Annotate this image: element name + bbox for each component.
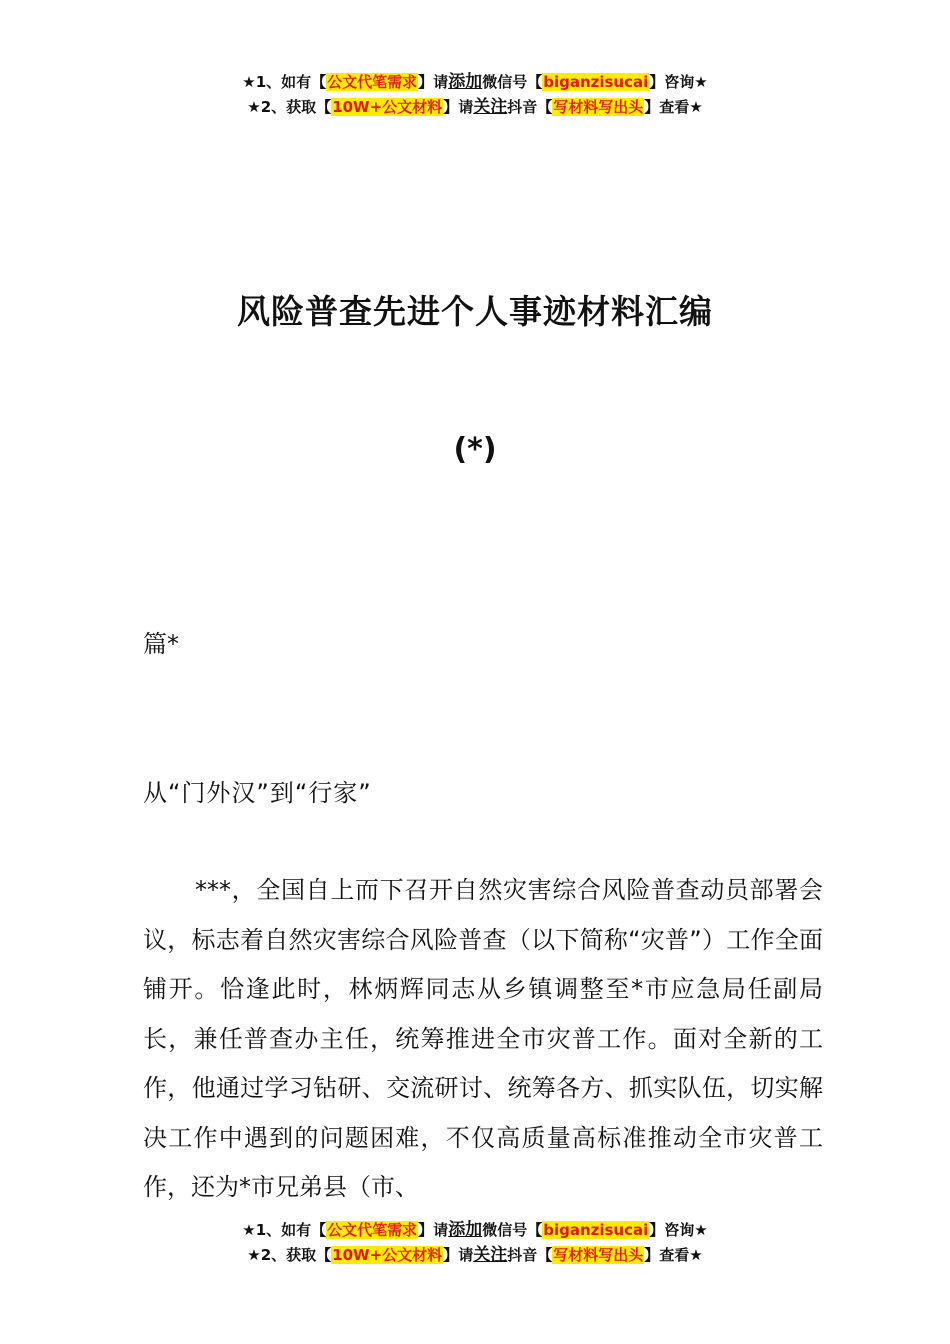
promo-text: 抖音【 — [507, 98, 553, 116]
promo-prefix: ★2、获取【 — [247, 1246, 332, 1264]
promo-suffix: 】查看★ — [644, 1246, 703, 1264]
footer-promo-line-2 — [0, 1243, 950, 1267]
section-title: 从“门外汉”到“行家” — [143, 779, 372, 807]
promo-wechat-id: biganzisucai — [543, 73, 649, 91]
promo-suffix: 】查看★ — [644, 98, 703, 116]
promo-highlight: 公文代笔需求 — [327, 73, 418, 91]
promo-prefix: ★1、如有【 — [242, 1221, 327, 1239]
promo-highlight: 10W+公文材料 — [332, 98, 443, 116]
promo-underline: 关注 — [473, 1245, 508, 1265]
promo-douyin-id: 写材料写出头 — [553, 1246, 644, 1264]
promo-wechat-id: biganzisucai — [543, 1221, 649, 1239]
promo-douyin-id: 写材料写出头 — [553, 98, 644, 116]
promo-suffix: 】咨询★ — [649, 1221, 708, 1239]
promo-text: 】请 — [443, 1246, 474, 1264]
promo-underline: 添加 — [448, 72, 483, 92]
promo-highlight: 公文代笔需求 — [327, 1221, 418, 1239]
promo-highlight: 10W+公文材料 — [332, 1246, 443, 1264]
chapter-label: 篇* — [143, 630, 179, 658]
promo-text: 】请 — [418, 1221, 449, 1239]
promo-prefix: ★1、如有【 — [242, 73, 327, 91]
promo-text: 】请 — [418, 73, 449, 91]
promo-underline: 关注 — [473, 97, 508, 117]
footer-promo-line-1 — [0, 1218, 950, 1242]
promo-suffix: 】咨询★ — [649, 73, 708, 91]
promo-text: 微信号【 — [482, 73, 543, 91]
promo-underline: 添加 — [448, 1220, 483, 1240]
document-title: 风险普查先进个人事迹材料汇编 — [237, 292, 713, 331]
promo-text: 】请 — [443, 98, 474, 116]
promo-prefix: ★2、获取【 — [247, 98, 332, 116]
body-paragraph: ***，全国自上而下召开自然灾害综合风险普查动员部署会议，标志着自然灾害综合风险普查（以下简称“灾普”）工作全面铺开。恰逢此时，林炳辉同志从乡镇调整至*市应急局任副局长，兼任普查办主任，统筹推进全市灾普工作。面对全新的工作，他通过学习钻研、交流研讨、统筹各方、抓实队伍，切实解决工作中遇到的问题困难，不仅高质量高标准推动全市灾普工作，还为*市兄弟县（市、 — [143, 876, 823, 1201]
promo-text: 微信号【 — [482, 1221, 543, 1239]
volume-number: (*) — [453, 432, 497, 467]
header-promo-line-1 — [0, 70, 950, 94]
header-promo-line-2 — [0, 95, 950, 119]
promo-text: 抖音【 — [507, 1246, 553, 1264]
